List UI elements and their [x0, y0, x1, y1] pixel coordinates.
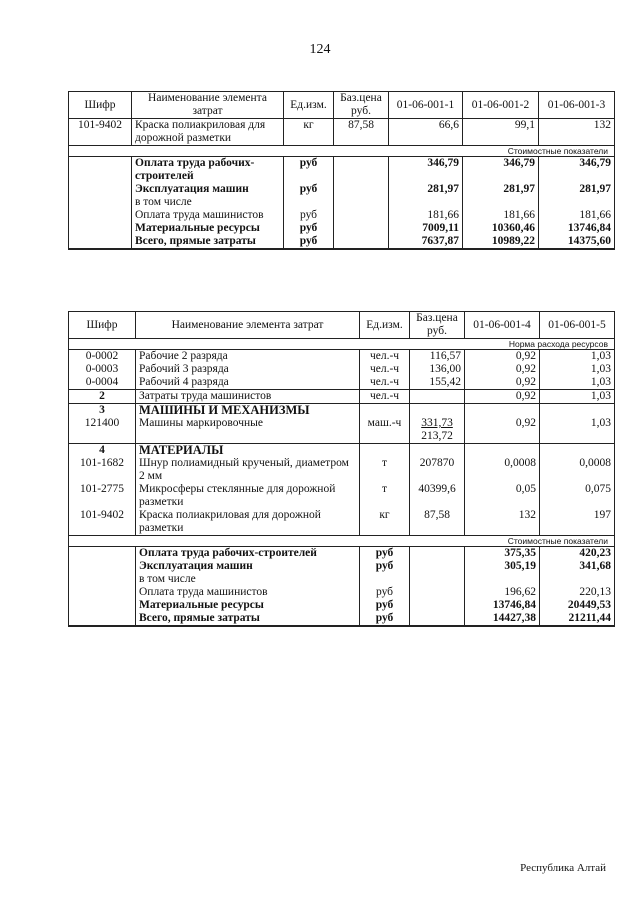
cost-unit: руб	[284, 183, 334, 196]
header-code: Шифр	[69, 92, 132, 119]
subheader-cost-indicators: Стоимостные показатели	[69, 536, 615, 547]
cost-name: Оплата труда машинистов	[132, 209, 284, 222]
header-name: Наименование элемента затрат	[132, 92, 284, 119]
row-value-2: 0,075	[540, 483, 615, 509]
row-name: Краска полиакриловая для дорожной разметки	[136, 509, 360, 536]
row-value-1: 0,92	[465, 417, 540, 444]
row-value-1: 0,92	[465, 350, 540, 364]
table-row	[69, 157, 615, 184]
cost-value-2: 346,79	[463, 157, 539, 184]
table-row	[69, 196, 615, 209]
row-unit: кг	[284, 119, 334, 146]
cost-value-1: 305,19	[465, 560, 540, 573]
cost-name: Оплата труда рабочих-строителей	[132, 157, 284, 184]
cost-value-1: 181,66	[389, 209, 463, 222]
section-title: МАТЕРИАЛЫ	[136, 444, 360, 458]
table-row	[69, 547, 615, 561]
cost-value-2: 341,68	[540, 560, 615, 573]
table-row	[69, 183, 615, 196]
cost-value-3: 346,79	[539, 157, 615, 184]
table-row	[69, 560, 615, 573]
row-unit: маш.-ч	[360, 417, 410, 444]
row-value-2: 197	[540, 509, 615, 536]
row-value-2: 1,03	[540, 376, 615, 390]
cost-unit: руб	[360, 547, 410, 561]
row-price: 136,00	[410, 363, 465, 376]
row-value-2: 1,03	[540, 390, 615, 404]
row-price: 155,42	[410, 376, 465, 390]
cost-unit: руб	[284, 157, 334, 184]
table-row	[69, 612, 615, 626]
row-value-2: 1,03	[540, 417, 615, 444]
row-name: Шнур полиамидный крученый, диаметром 2 мм	[136, 457, 360, 483]
cost-value-1: 7637,87	[389, 235, 463, 249]
cost-value-2: 420,23	[540, 547, 615, 561]
cost-value-3: 14375,60	[539, 235, 615, 249]
footer-region: Республика Алтай	[520, 862, 606, 874]
cost-value-3: 281,97	[539, 183, 615, 196]
cost-name: Эксплуатация машин	[136, 560, 360, 573]
row-code: 101-9402	[69, 509, 136, 536]
cost-name: в том числе	[136, 573, 360, 586]
cost-unit: руб	[360, 586, 410, 599]
row-value-2: 0,0008	[540, 457, 615, 483]
cost-value-1: 14427,38	[465, 612, 540, 626]
page-number: 124	[309, 42, 331, 57]
table-header	[69, 92, 615, 119]
row-code: 101-2775	[69, 483, 136, 509]
header-col2: 01-06-001-5	[540, 312, 615, 339]
row-price: 40399,6	[410, 483, 465, 509]
cost-value-3: 181,66	[539, 209, 615, 222]
row-code: 0-0003	[69, 363, 136, 376]
header-base-price: Баз.цена руб.	[410, 312, 465, 339]
row-unit: т	[360, 483, 410, 509]
table-row	[69, 599, 615, 612]
row-value-2: 1,03	[540, 363, 615, 376]
row-unit: чел.-ч	[360, 390, 410, 404]
row-price: 331,73	[421, 417, 453, 429]
row-value-2: 99,1	[463, 119, 539, 146]
row-price: 207870	[410, 457, 465, 483]
row-unit: кг	[360, 509, 410, 536]
cost-value-2: 10989,22	[463, 235, 539, 249]
row-value-1: 66,6	[389, 119, 463, 146]
row-value-2: 1,03	[540, 350, 615, 364]
cost-value-3: 13746,84	[539, 222, 615, 235]
header-code: Шифр	[69, 312, 136, 339]
cost-value-1: 346,79	[389, 157, 463, 184]
cost-value-2: 10360,46	[463, 222, 539, 235]
subheader-norm: Норма расхода ресурсов	[69, 339, 615, 350]
section-row	[69, 404, 615, 418]
row-value-1: 0,92	[465, 376, 540, 390]
row-price: 116,57	[410, 350, 465, 364]
table-header	[69, 312, 615, 339]
table-row	[69, 222, 615, 235]
row-name: Затраты труда машинистов	[136, 390, 360, 404]
row-code: 121400	[69, 417, 136, 444]
row-unit: чел.-ч	[360, 363, 410, 376]
header-unit: Ед.изм.	[284, 92, 334, 119]
row-code: 101-9402	[69, 119, 132, 146]
header-base-price: Баз.цена руб.	[334, 92, 389, 119]
row-code: 0-0002	[69, 350, 136, 364]
row-value-1: 0,05	[465, 483, 540, 509]
row-name: Краска полиакриловая для дорожной разметки	[132, 119, 284, 146]
table-row	[69, 483, 615, 509]
table-row	[69, 509, 615, 536]
cost-name: Материальные ресурсы	[136, 599, 360, 612]
row-code: 2	[69, 390, 136, 404]
header-col2: 01-06-001-2	[463, 92, 539, 119]
row-code: 101-1682	[69, 457, 136, 483]
row-unit: т	[360, 457, 410, 483]
cost-unit: руб	[284, 222, 334, 235]
cost-unit: руб	[284, 235, 334, 249]
cost-value-1: 13746,84	[465, 599, 540, 612]
cost-value-2: 21211,44	[540, 612, 615, 626]
subheader-row	[69, 146, 615, 157]
table-row	[69, 586, 615, 599]
header-col1: 01-06-001-1	[389, 92, 463, 119]
subheader-cost-indicators: Стоимостные показатели	[69, 146, 615, 157]
row-name: Рабочий 3 разряда	[136, 363, 360, 376]
table-row	[69, 376, 615, 390]
row-value-1: 132	[465, 509, 540, 536]
row-value-1: 0,92	[465, 363, 540, 376]
row-unit: чел.-ч	[360, 350, 410, 364]
table-row	[69, 235, 615, 249]
cost-name: Всего, прямые затраты	[132, 235, 284, 249]
row-value-1: 0,92	[465, 390, 540, 404]
table-row	[69, 417, 615, 444]
row-name: Микросферы стеклянные для дорожной разметки	[136, 483, 360, 509]
section-code: 4	[69, 444, 136, 458]
cost-name: Оплата труда рабочих-строителей	[136, 547, 360, 561]
cost-unit: руб	[360, 612, 410, 626]
table-row	[69, 390, 615, 404]
table-row	[69, 363, 615, 376]
row-name: Рабочие 2 разряда	[136, 350, 360, 364]
table-row	[69, 350, 615, 364]
table-row	[69, 209, 615, 222]
section-code: 3	[69, 404, 136, 418]
row-price: 87,58	[334, 119, 389, 146]
header-unit: Ед.изм.	[360, 312, 410, 339]
row-name: Машины маркировочные	[136, 417, 360, 444]
row-unit: чел.-ч	[360, 376, 410, 390]
cost-value-2: 281,97	[463, 183, 539, 196]
row-code: 0-0004	[69, 376, 136, 390]
cost-value-1: 196,62	[465, 586, 540, 599]
cost-value-1: 281,97	[389, 183, 463, 196]
row-name: Рабочий 4 разряда	[136, 376, 360, 390]
cost-name: Оплата труда машинистов	[136, 586, 360, 599]
subheader-row	[69, 339, 615, 350]
cost-unit: руб	[360, 560, 410, 573]
cost-value-2: 220,13	[540, 586, 615, 599]
cost-name: в том числе	[132, 196, 284, 209]
subheader-row	[69, 536, 615, 547]
cost-table-1	[68, 91, 615, 250]
cost-value-2: 20449,53	[540, 599, 615, 612]
row-value-3: 132	[539, 119, 615, 146]
row-price: 87,58	[410, 509, 465, 536]
header-col3: 01-06-001-3	[539, 92, 615, 119]
table-row	[69, 119, 615, 146]
row-value-1: 0,0008	[465, 457, 540, 483]
cost-value-1: 375,35	[465, 547, 540, 561]
cost-table-2	[68, 311, 615, 627]
cost-value-1: 7009,11	[389, 222, 463, 235]
header-col1: 01-06-001-4	[465, 312, 540, 339]
section-title: МАШИНЫ И МЕХАНИЗМЫ	[136, 404, 360, 418]
cost-name: Материальные ресурсы	[132, 222, 284, 235]
cost-name: Эксплуатация машин	[132, 183, 284, 196]
table-row	[69, 457, 615, 483]
row-price-secondary: 213,72	[421, 430, 453, 442]
cost-unit: руб	[360, 599, 410, 612]
section-row	[69, 444, 615, 458]
cost-unit: руб	[284, 209, 334, 222]
table-row	[69, 573, 615, 586]
cost-name: Всего, прямые затраты	[136, 612, 360, 626]
header-name: Наименование элемента затрат	[136, 312, 360, 339]
cost-value-2: 181,66	[463, 209, 539, 222]
